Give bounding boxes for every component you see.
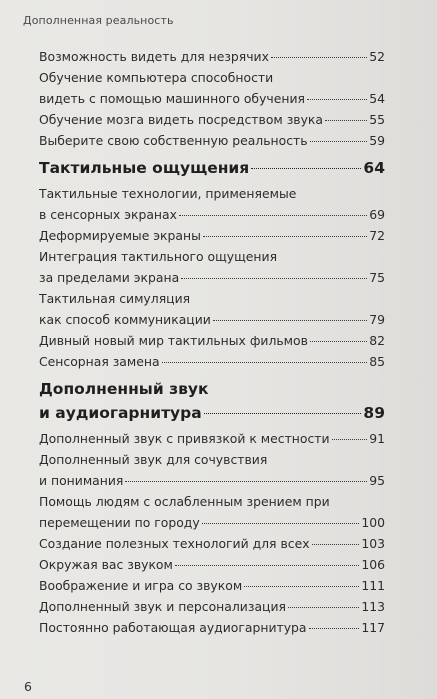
toc-entry-title: Выберите свою собственную реальность	[39, 133, 308, 148]
toc-entry	[39, 246, 385, 288]
toc-entry-title: Сенсорная замена	[39, 354, 160, 369]
dot-leader	[181, 278, 367, 279]
toc-entry-title: Помощь людям с ослабленным зрением при	[39, 494, 330, 509]
toc-entry-title: Дивный новый мир тактильных фильмов	[39, 333, 308, 348]
toc-entry-title: перемещении по городу	[39, 515, 200, 530]
toc-entry-last-line	[39, 225, 385, 246]
toc-entry-title: Обучение мозга видеть посредством звука	[39, 112, 323, 127]
toc-entry	[39, 330, 385, 351]
toc-entry-title: как способ коммуникации	[39, 312, 211, 327]
toc-entry-last-line	[39, 109, 385, 130]
dot-leader	[125, 481, 367, 482]
toc-page-number: 55	[369, 112, 385, 127]
toc-entry-title: Интеграция тактильного ощущения	[39, 249, 278, 264]
toc-entry-title: Окружая вас звуком	[39, 557, 173, 572]
toc-entry-last-line	[39, 512, 385, 533]
toc-page-number: 95	[369, 473, 385, 488]
toc-section	[39, 377, 385, 425]
toc-entry	[39, 225, 385, 246]
toc-entry	[39, 351, 385, 372]
toc-entry-last-line	[39, 428, 385, 449]
toc-page-number: 117	[361, 620, 385, 635]
toc-entry-title: и понимания	[39, 473, 124, 488]
toc-entry-last-line	[39, 533, 385, 554]
dot-leader	[251, 168, 361, 169]
toc-entry-last-line	[39, 330, 385, 351]
toc-page-number: 52	[369, 49, 385, 64]
dot-leader	[312, 544, 360, 545]
toc-page-number: 69	[369, 207, 385, 222]
toc-entry-last-line	[39, 204, 385, 225]
dot-leader	[325, 120, 367, 121]
toc-entry	[39, 554, 385, 575]
toc-entry-title: Воображение и игра со звуком	[39, 578, 243, 593]
dot-leader	[332, 439, 368, 440]
toc-page-number: 85	[369, 354, 385, 369]
toc-page-number: 79	[369, 312, 385, 327]
toc-page-number: 54	[369, 91, 385, 106]
toc-entry-last-line	[39, 470, 385, 491]
toc-entry-title: Дополненный звук и персонализация	[39, 599, 286, 614]
dot-leader	[307, 99, 367, 100]
toc-entry-last-line	[39, 309, 385, 330]
toc-page-number: 100	[361, 515, 385, 530]
dot-leader	[162, 362, 368, 363]
toc-entry-last-line	[39, 88, 385, 109]
toc-entry	[39, 130, 385, 151]
toc-entry-title: в сенсорных экранах	[39, 207, 177, 222]
toc-entry-last-line	[39, 46, 385, 67]
toc-page-number: 59	[369, 133, 385, 148]
toc-entry-last-line	[39, 267, 385, 288]
toc-entry	[39, 46, 385, 67]
toc-page-number: 72	[369, 228, 385, 243]
dot-leader	[288, 607, 359, 608]
toc-page-number: 111	[361, 578, 385, 593]
toc-entry-title: видеть с помощью машинного обучения	[39, 91, 305, 106]
toc-entry	[39, 533, 385, 554]
toc-entry-last-line	[39, 596, 385, 617]
page-number: 6	[24, 679, 32, 694]
toc-page-number: 103	[361, 536, 385, 551]
toc-entry	[39, 491, 385, 533]
toc-section	[39, 156, 385, 180]
toc-entry-last-line	[39, 130, 385, 151]
toc-entry-title: и аудиогарнитура	[39, 404, 202, 422]
toc-entry-title: за пределами экрана	[39, 270, 180, 285]
toc-entry-last-line	[39, 401, 385, 425]
toc-entry-title: Тактильные технологии, применяемые	[39, 186, 297, 201]
toc-entry	[39, 575, 385, 596]
toc-entry-title: Тактильная симуляция	[39, 291, 191, 306]
dot-leader	[203, 236, 367, 237]
toc-entry-last-line	[39, 617, 385, 638]
toc-entry	[39, 67, 385, 109]
toc-entry	[39, 288, 385, 330]
toc-entry	[39, 183, 385, 225]
dot-leader	[179, 215, 367, 216]
dot-leader	[271, 57, 367, 58]
toc-page-number: 64	[363, 159, 385, 177]
dot-leader	[244, 586, 359, 587]
toc-entry-last-line	[39, 575, 385, 596]
toc-entry-title: Тактильные ощущения	[39, 159, 250, 177]
toc-page-number: 89	[363, 404, 385, 422]
toc-entry-last-line	[39, 156, 385, 180]
toc-page-number: 106	[361, 557, 385, 572]
toc-entry-title: Создание полезных технологий для всех	[39, 536, 310, 551]
dot-leader	[310, 341, 367, 342]
toc-entry-title: Дополненный звук с привязкой к местности	[39, 431, 330, 446]
toc-entry-title: Дополненный звук	[39, 380, 209, 398]
table-of-contents	[39, 46, 385, 638]
dot-leader	[310, 141, 368, 142]
toc-page-number: 75	[369, 270, 385, 285]
dot-leader	[204, 413, 362, 414]
dot-leader	[213, 320, 367, 321]
toc-entry	[39, 617, 385, 638]
toc-entry-title: Обучение компьютера способности	[39, 70, 274, 85]
toc-entry-title: Возможность видеть для незрячих	[39, 49, 269, 64]
toc-entry	[39, 109, 385, 130]
toc-entry-title: Деформируемые экраны	[39, 228, 201, 243]
toc-entry-title: Постоянно работающая аудиогарнитура	[39, 620, 307, 635]
dot-leader	[309, 628, 360, 629]
toc-entry	[39, 449, 385, 491]
toc-entry	[39, 428, 385, 449]
toc-entry-last-line	[39, 351, 385, 372]
dot-leader	[175, 565, 359, 566]
toc-page-number: 91	[369, 431, 385, 446]
toc-entry-last-line	[39, 554, 385, 575]
dot-leader	[202, 523, 360, 524]
toc-page-number: 82	[369, 333, 385, 348]
running-head: Дополненная реальность	[23, 14, 174, 27]
toc-entry-title: Дополненный звук для сочувствия	[39, 452, 268, 467]
toc-page-number: 113	[361, 599, 385, 614]
toc-entry	[39, 596, 385, 617]
